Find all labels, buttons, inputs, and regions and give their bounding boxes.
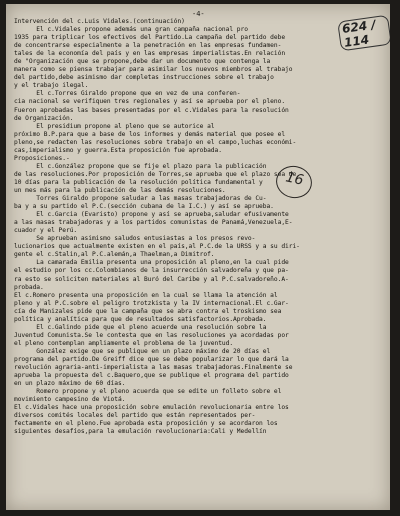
- text-line: pleno,se redacten las resoluciones sobre trabajo en el campo,luchas económi-: [14, 138, 297, 146]
- text-line: próximo B.P.para que a base de los informes y demás material que posee el: [14, 130, 286, 138]
- text-line: revolución agraria-anti-imperialista a las masas trabajadoras.Finalmente se: [14, 364, 293, 372]
- text-line: 1935 para triplicar los efectivos del Partido.La campaña del partido debe: [14, 34, 286, 42]
- text-line: movimiento campesino de Viotá.: [14, 396, 126, 404]
- text-line: y el trabajo ilegal.: [14, 82, 89, 90]
- text-line: Torres Giraldo propone saludar a las masas trabajadoras de Cu-: [14, 195, 267, 203]
- text-line: del partido,debe asimismo dar completas instrucciones sobre el trabajo: [14, 74, 274, 82]
- text-line: ra esto se soliciten materiales al Buró del Caribe y al P.C.salvadoreño.A-: [14, 275, 289, 283]
- text-line: de concentrarse especialmente a la penetración en las empresas fundamen-: [14, 42, 282, 50]
- margin-mark: 16: [284, 169, 305, 189]
- text-line: a las masas trabajadoras y a los partidos comunistas de Panamá,Venezuela,E-: [14, 219, 293, 227]
- text-line: de las resoluciones.Por proposición de Torres,se aprueba que el plazo sea de: [14, 170, 297, 178]
- text-line: Proposiciones.-: [14, 154, 70, 162]
- page-number: -4-: [192, 10, 205, 18]
- document-body: [14, 18, 388, 436]
- text-line: 10 días para la publicación de la resolución política fundamental y: [14, 178, 263, 186]
- text-line: aprueba la propuesta del c.Baquero,que se publique el programa del partido: [14, 372, 289, 380]
- text-line: El c.González propone que se fije el plazo para la publicación: [14, 162, 267, 170]
- text-line: probada.: [14, 283, 44, 291]
- text-line: El c.Vidales propone además una gran campaña nacional pro: [14, 26, 248, 34]
- text-line: de "Organización que se propone,debe dar un documento que contenga la: [14, 58, 271, 66]
- text-line: González exige que se publique en un plazo máximo de 20 días el: [14, 347, 271, 355]
- text-line: La camarada Emilia presenta una proposición al pleno,en la cual pide: [14, 259, 289, 267]
- text-line: cas,imperialismo y guerra.Esta proposición fue aprobada.: [14, 146, 222, 154]
- text-line: Juventud Comunista.Se le contesta que en las resoluciones ya acordadas por: [14, 331, 289, 339]
- text-line: Se aprueban asimismo saludos entusiastas a los presos revo-: [14, 235, 256, 243]
- text-line: tales de la economía del país y en las empresas imperialistas.En relación: [14, 50, 286, 58]
- text-line: ba y a su partido el P.C.(sección cubana de la I.C.) y así se aprueba.: [14, 203, 274, 211]
- text-line: lucionarios que actualmente existen en el país,al P.C.de la URSS y a su diri-: [14, 243, 300, 251]
- text-line: Romero propone y el pleno acuerda que se edite un folleto sobre el: [14, 388, 282, 396]
- text-line: siguientes desafíos,para la emulación revolucionaria:Cali y Medellín: [14, 428, 267, 436]
- text-line: cuador y el Perú.: [14, 227, 78, 235]
- text-line: El c.Garcia (Evaristo) propone y así se aprueba,saludar efusivamente: [14, 211, 289, 219]
- text-line: de Organización.: [14, 114, 74, 122]
- text-line: cia nacional se verifiquen tres regionales y así se aprueba por el pleno.: [14, 98, 286, 106]
- text-line: el estudio por los cc.Colombianos de la insurrección salvadoreña y que pa-: [14, 267, 289, 275]
- document-page: [6, 4, 390, 510]
- text-line: política y analítica para que de resultados satisfactorios.Aprobada.: [14, 315, 267, 323]
- text-line: El c.Vidales hace una proposición sobre emulación revolucionaria entre los: [14, 404, 289, 412]
- text-line: manera como se piensa trabajar para asimilar los nuevos miembros al trabajo: [14, 66, 293, 74]
- text-line: diversos comités locales del partido que están representados per-: [14, 412, 256, 420]
- text-line: El presidium propone al pleno que se autorice al: [14, 122, 215, 130]
- text-line: un mes más para la publicación de las demás resoluciones.: [14, 186, 226, 194]
- text-line: cía de Manizales pide que la campaña que se abra contra el troskismo sea: [14, 307, 282, 315]
- text-line: en un plazo máximo de 60 días.: [14, 380, 126, 388]
- text-line: El c.Romero presenta una proposición en la cual se llama la atención al: [14, 291, 278, 299]
- text-line: El c.Torres Giraldo propone que en vez de una conferen-: [14, 90, 241, 98]
- handwritten-annotation: 624 / 114: [337, 15, 390, 52]
- text-line: el pleno contemplan ampliamente el problema de la juventud.: [14, 339, 234, 347]
- text-line: Fueron aprobadas las bases presentadas por el c.Vidales para la resolución: [14, 106, 289, 114]
- text-line: pleno y al P.C.sobre el peligro trotzkista y la IV internacional.El c.Gar-: [14, 299, 289, 307]
- text-line: El c.Galindo pide que el pleno acuerde una resolución sobre la: [14, 323, 267, 331]
- text-line: fectamente en el pleno.Fue aprobada esta proposición y se acordaron los: [14, 420, 278, 428]
- text-line: Intervención del c.Luis Vidales.(continuación): [14, 18, 185, 25]
- text-line: gente el c.Stalin,al P.C.alemán,a Thaelman,a Dimitrof.: [14, 251, 215, 259]
- text-line: programa del partido.De Greiff dice que se debe popularizar lo que dará la: [14, 355, 289, 363]
